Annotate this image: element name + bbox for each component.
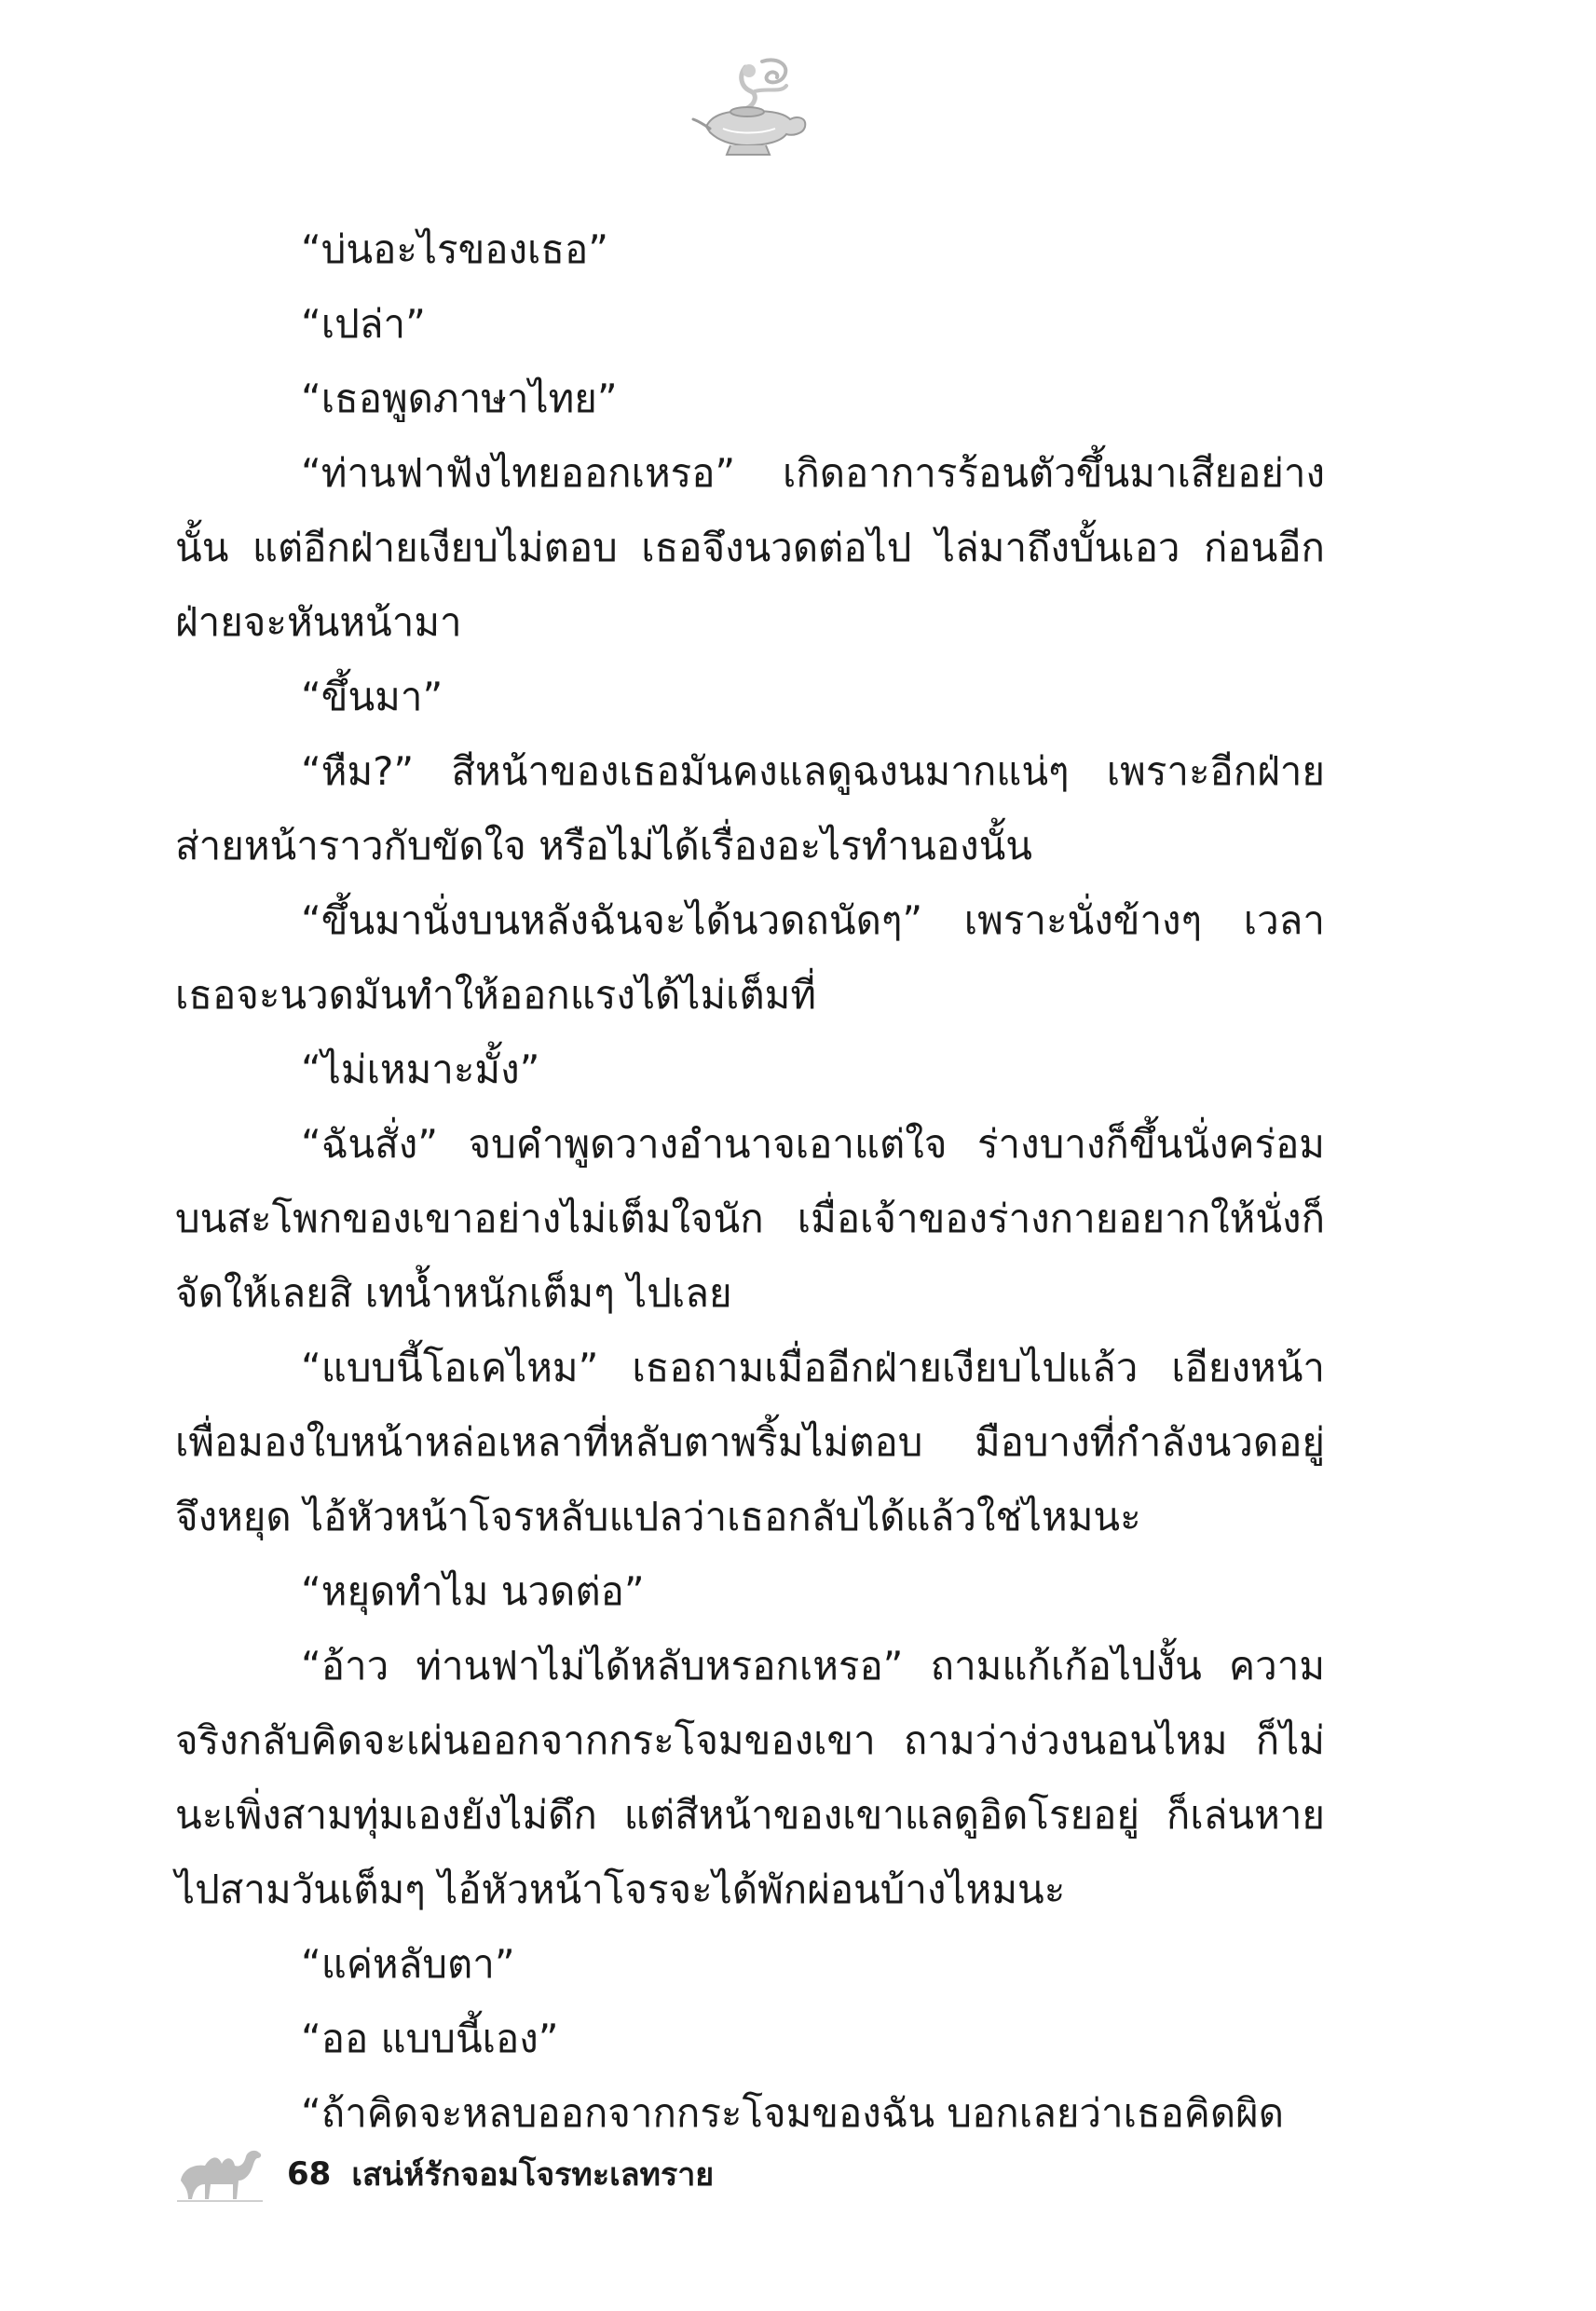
paragraph: “ท่านฟาฟังไทยออกเหรอ” เกิดอาการร้อนตัวขึ้นมาเสียอย่างนั้น แต่อีกฝ่ายเงียบไม่ตอบ เธอจึงนวดต่อไป ไล่มาถึงบั้นเอว ก่อนอีกฝ่ายจะหันหน้ามา <box>175 450 1325 645</box>
camel-icon <box>173 2143 266 2205</box>
page-number: 68 <box>287 2155 332 2193</box>
paragraph: “แบบนี้โอเคไหม” เธอถามเมื่ออีกฝ่ายเงียบไปแล้ว เอียงหน้าเพื่อมองใบหน้าหล่อเหลาที่หลับตาพริ้มไม่ตอบ มือบางที่กำลังนวดอยู่จึงหยุด ไอ้หัวหน้าโจรหลับแปลว่าเธอกลับได้แล้วใช่ไหมนะ <box>175 1345 1325 1539</box>
paragraph: “ไม่เหมาะมั้ง” <box>301 1046 540 1092</box>
paragraph: “หืม?” สีหน้าของเธอมันคงแลดูฉงนมากแน่ๆ เพราะอีกฝ่ายส่ายหน้าราวกับขัดใจ หรือไม่ได้เรื่องอะไรทำนองนั้น <box>175 748 1325 868</box>
body-text <box>175 212 1325 2151</box>
paragraph: “หยุดทำไม นวดต่อ” <box>301 1568 645 1614</box>
genie-lamp-icon <box>689 54 820 166</box>
paragraph: “ขึ้นมา” <box>301 674 443 719</box>
book-title: เสน่ห์รักจอมโจรทะเลทราย <box>351 2156 715 2194</box>
paragraph: “ขึ้นมานั่งบนหลังฉันจะได้นวดถนัดๆ” เพราะนั่งข้างๆ เวลาเธอจะนวดมันทำให้ออกแรงได้ไม่เต็มที่ <box>175 897 1325 1018</box>
page-footer <box>173 2141 714 2207</box>
paragraph: “ฉันสั่ง” จบคำพูดวางอำนาจเอาแต่ใจ ร่างบางก็ขึ้นนั่งคร่อมบนสะโพกของเขาอย่างไม่เต็มใจนัก เมื่อเจ้าของร่างกายอยากให้นั่งก็จัดให้เลยสิ เทน้ำหนักเต็มๆ ไปเลย <box>175 1121 1325 1316</box>
paragraph: “อ้าว ท่านฟาไม่ได้หลับหรอกเหรอ” ถามแก้เก้อไปงั้น ความจริงกลับคิดจะเผ่นออกจากกระโจมของเขา ถามว่าง่วงนอนไหม ก็ไม่นะเพิ่งสามทุ่มเองยังไม่ดึก แต่สีหน้าของเขาแลดูอิดโรยอยู่ ก็เล่นหายไปสามวันเต็มๆ ไอ้หัวหน้าโจรจะได้พักผ่อนบ้างไหมนะ <box>175 1643 1325 1912</box>
paragraph: “บ่นอะไรของเธอ” <box>301 226 609 272</box>
paragraph: “เปล่า” <box>301 301 426 347</box>
paragraph: “เธอพูดภาษาไทย” <box>301 376 618 421</box>
paragraph: “แค่หลับตา” <box>301 1941 515 1987</box>
paragraph: “ถ้าคิดจะหลบออกจากกระโจมของฉัน บอกเลยว่าเธอคิดผิด <box>301 2090 1285 2136</box>
paragraph: “ออ แบบนี้เอง” <box>301 2016 559 2061</box>
